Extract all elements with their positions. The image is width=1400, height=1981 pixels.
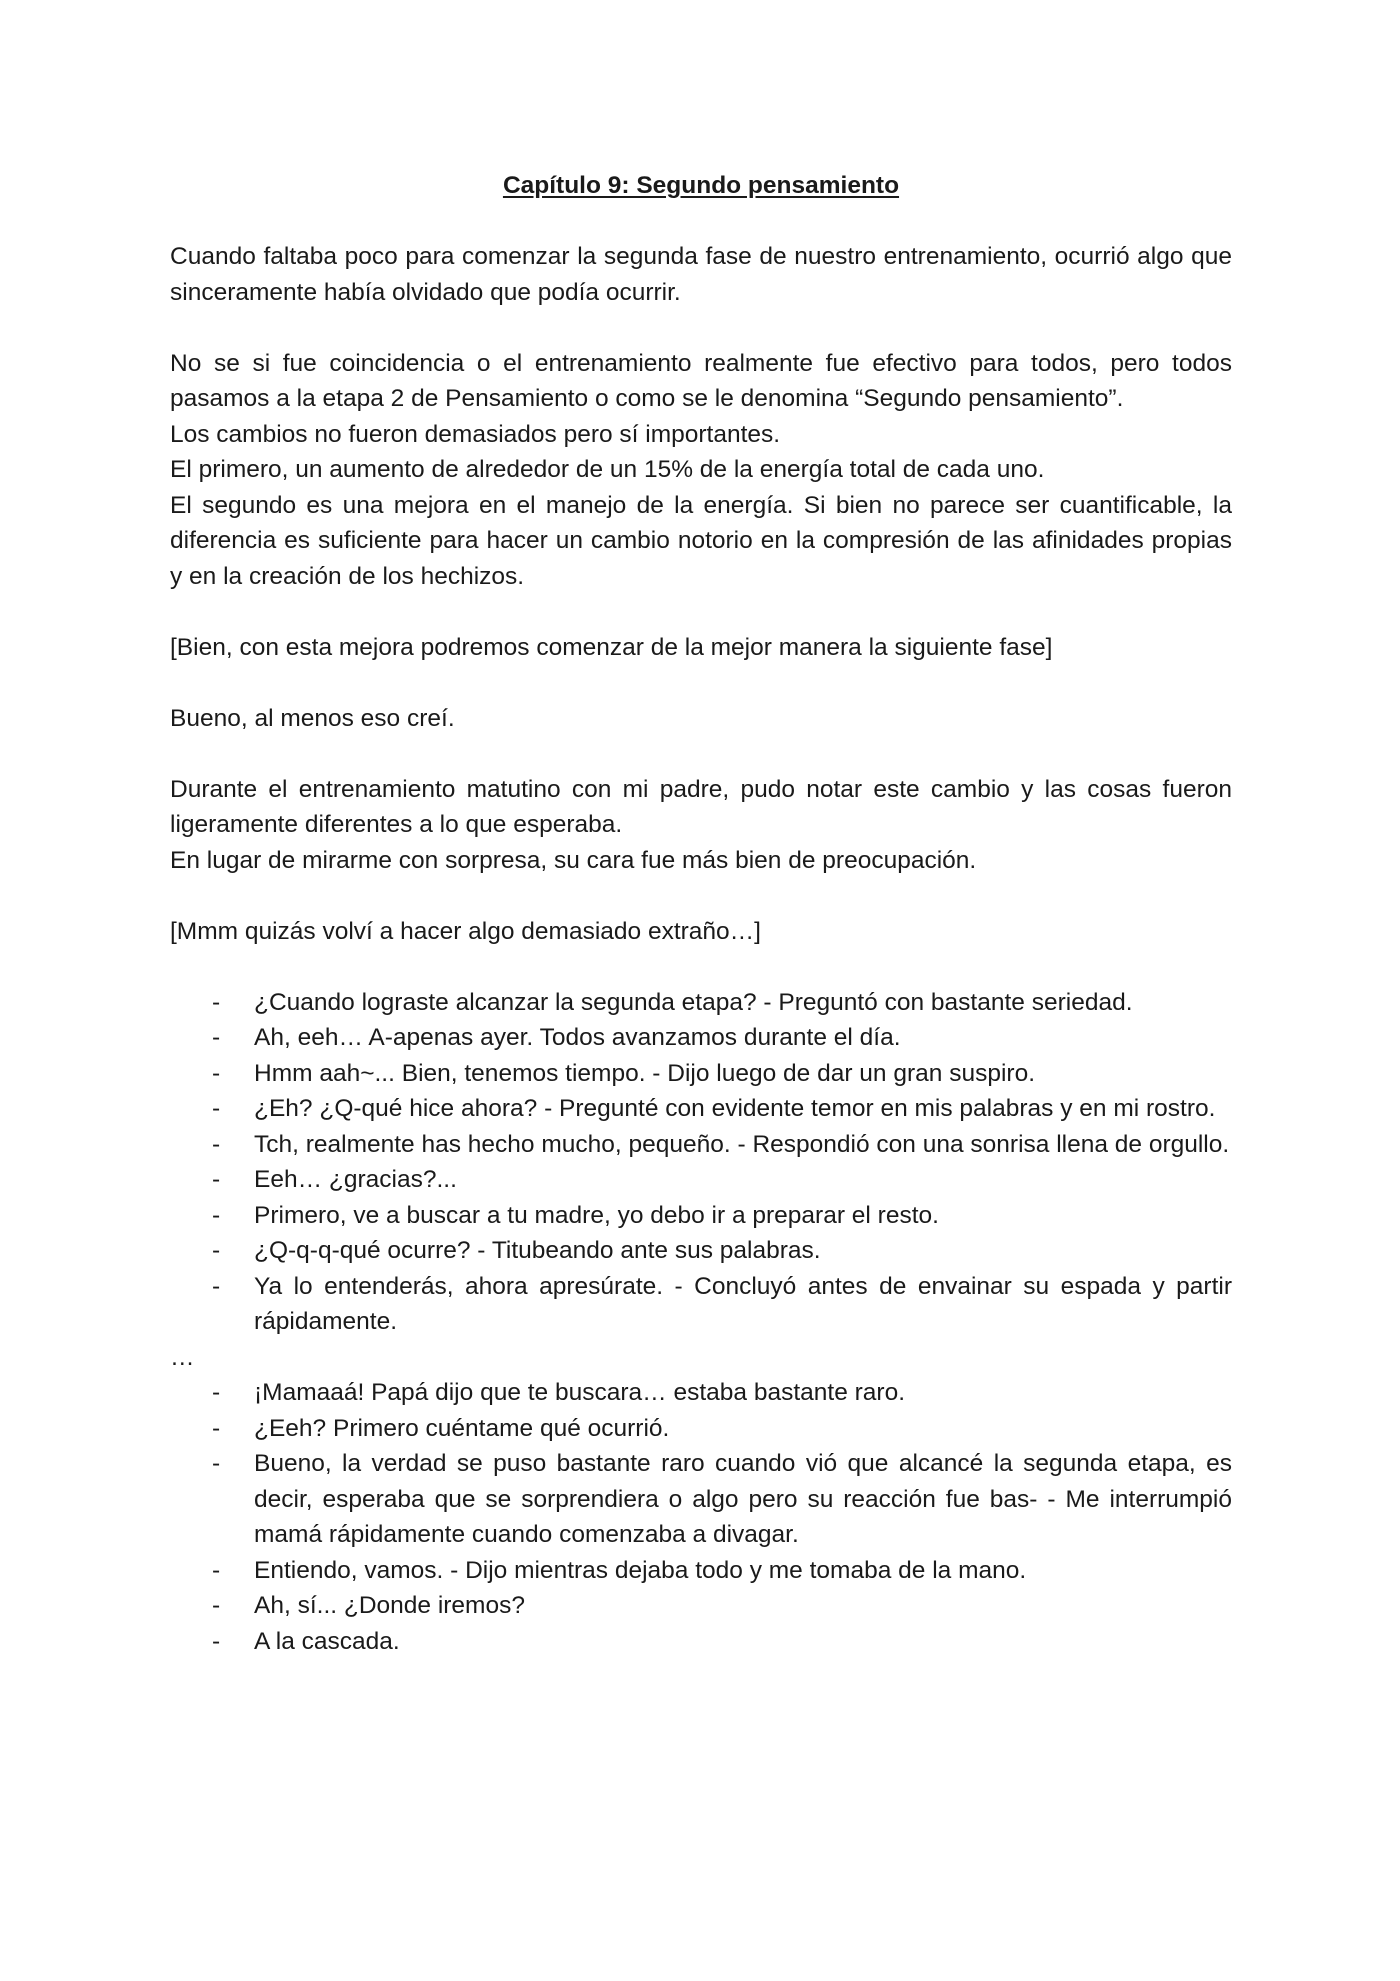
- dialogue-text: ¡Mamaaá! Papá dijo que te buscara… estaba bastante raro.: [254, 1379, 905, 1406]
- dialogue-dash: -: [212, 1379, 221, 1406]
- dialogue-dash: -: [212, 1237, 221, 1264]
- dialogue-text: Hmm aah~... Bien, tenemos tiempo. - Dijo luego de dar un gran suspiro.: [254, 1059, 1035, 1087]
- dialogue-item: [170, 1020, 1232, 1056]
- dialogue-item: [170, 1411, 1232, 1447]
- dialogue-dash: -: [212, 1201, 221, 1229]
- dialogue-text: Ah, eeh… A-apenas ayer. Todos avanzamos durante el día.: [254, 1024, 901, 1051]
- dialogue-item: [170, 1233, 1232, 1269]
- dialogue-item: [170, 1375, 1232, 1411]
- dialogue-item: [170, 1446, 1232, 1553]
- dialogue-item: [170, 1553, 1232, 1589]
- dialogue-dash: -: [212, 1450, 221, 1477]
- dialogue-dash: -: [212, 988, 221, 1016]
- dialogue-item: [170, 1056, 1232, 1092]
- dialogue-item: [170, 1198, 1232, 1234]
- dialogue-dash: -: [212, 1556, 221, 1584]
- dialogue-text: Ah, sí... ¿Donde iremos?: [254, 1592, 525, 1619]
- dialogue-dash: -: [212, 1272, 221, 1300]
- paragraph-line: Los cambios no fueron demasiados pero sí importantes.: [170, 420, 781, 448]
- dialogue-text: Ya lo entenderás, ahora apresúrate. - Concluyó antes de envainar su espada y partir rápidamente.: [254, 1272, 1232, 1335]
- dialogue-item: [170, 1624, 1232, 1660]
- paragraph-line: El segundo es una mejora en el manejo de la energía. Si bien no parece ser cuantificable, la diferencia es suficiente para hacer un cambio notorio en la compresión de las afinidades propias y en la creación de los hechizos.: [170, 491, 1232, 590]
- dialogue-dash: -: [212, 1024, 221, 1051]
- thought-line-1: [Bien, con esta mejora podremos comenzar de la mejor manera la siguiente fase]: [170, 633, 1053, 661]
- paragraph-block-changes: [170, 346, 1232, 595]
- dialogue-text: ¿Eeh? Primero cuéntame qué ocurrió.: [254, 1414, 670, 1442]
- scene-separator: …: [170, 1343, 195, 1371]
- paragraph-line: Durante el entrenamiento matutino con mi padre, pudo notar este cambio y las cosas fueron ligeramente diferentes a lo que esperaba.: [170, 775, 1232, 838]
- dialogue-text: Tch, realmente has hecho mucho, pequeño. - Respondió con una sonrisa llena de orgullo.: [254, 1130, 1230, 1158]
- dialogue-item: [170, 1588, 1232, 1624]
- dialogue-item: [170, 1091, 1232, 1127]
- dialogue-text: ¿Q-q-q-qué ocurre? - Titubeando ante sus palabras.: [254, 1237, 821, 1264]
- chapter-title: Capítulo 9: Segundo pensamiento: [502, 172, 900, 199]
- dialogue-text: Bueno, la verdad se puso bastante raro cuando vió que alcancé la segunda etapa, es decir, esperaba que se sorprendiera o algo pero su reacción fue bas- - Me interrumpió mamá rápidamente cuando comenzaba a divagar.: [254, 1450, 1232, 1548]
- dialogue-dash: -: [212, 1130, 221, 1158]
- dialogue-item: [170, 1162, 1232, 1198]
- paragraph-intro: Cuando faltaba poco para comenzar la segunda fase de nuestro entrenamiento, ocurrió algo que sinceramente había olvidado que podía ocurrir.: [170, 243, 1232, 306]
- paragraph-line: En lugar de mirarme con sorpresa, su cara fue más bien de preocupación.: [170, 846, 977, 874]
- dialogue-item: [170, 1269, 1232, 1340]
- dialogue-dash: -: [212, 1166, 221, 1193]
- dialogue-dash: -: [212, 1627, 221, 1655]
- dialogue-list-father: [170, 985, 1232, 1340]
- dialogue-list-mother: [170, 1375, 1232, 1659]
- paragraph-line: El primero, un aumento de alrededor de un 15% de la energía total de cada uno.: [170, 456, 1045, 483]
- dialogue-text: Eeh… ¿gracias?...: [254, 1166, 457, 1193]
- dialogue-item: [170, 1127, 1232, 1163]
- document-body: [170, 168, 1232, 1659]
- paragraph-line: No se si fue coincidencia o el entrenamiento realmente fue efectivo para todos, pero todos pasamos a la etapa 2 de Pensamiento o como se le denomina “Segundo pensamiento”.: [170, 349, 1232, 412]
- dialogue-text: ¿Cuando lograste alcanzar la segunda etapa? - Preguntó con bastante seriedad.: [254, 988, 1133, 1016]
- paragraph-block-training: [170, 772, 1232, 879]
- dialogue-text: Primero, ve a buscar a tu madre, yo debo ir a preparar el resto.: [254, 1201, 939, 1229]
- dialogue-text: ¿Eh? ¿Q-qué hice ahora? - Pregunté con evidente temor en mis palabras y en mi rostro.: [254, 1095, 1216, 1122]
- dialogue-text: A la cascada.: [254, 1627, 400, 1655]
- dialogue-dash: -: [212, 1414, 221, 1442]
- paragraph-bueno: Bueno, al menos eso creí.: [170, 704, 455, 732]
- dialogue-dash: -: [212, 1059, 221, 1087]
- dialogue-dash: -: [212, 1095, 221, 1122]
- thought-line-2: [Mmm quizás volví a hacer algo demasiado extraño…]: [170, 917, 761, 945]
- dialogue-text: Entiendo, vamos. - Dijo mientras dejaba todo y me tomaba de la mano.: [254, 1556, 1027, 1584]
- dialogue-item: [170, 985, 1232, 1021]
- dialogue-dash: -: [212, 1592, 221, 1619]
